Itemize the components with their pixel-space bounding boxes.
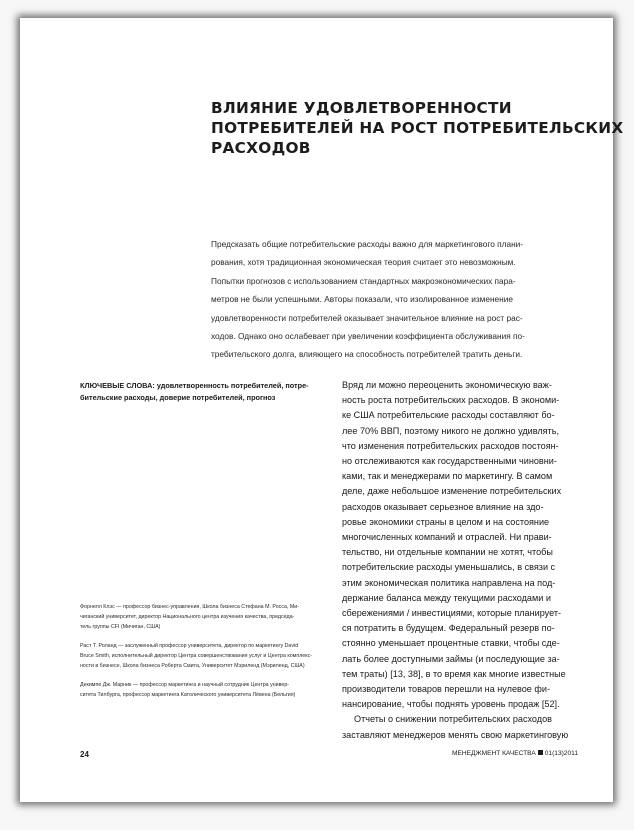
- abstract-line: метров не были успешными. Авторы показали, что изолированное изменение: [211, 294, 513, 305]
- abstract-line: удовлетворенности потребителей оказывает значительное влияние на рост рас-: [211, 312, 523, 323]
- author-bio-line: ситета Тилбурга, профессор маркетинга Католического университета Лёвена (Бельгия): [80, 692, 296, 698]
- author-bios: [80, 602, 330, 709]
- journal-footer: [452, 750, 578, 757]
- title-line: РАСХОДОВ: [211, 139, 311, 157]
- body-line: нансирование, чтобы поднять уровень продаж [52].: [342, 699, 560, 710]
- title-line: ПОТРЕБИТЕЛЕЙ НА РОСТ ПОТРЕБИТЕЛЬСКИХ: [211, 119, 624, 137]
- body-line: лее 70% ВВП, поэтому никого не должно удивлять,: [342, 425, 559, 436]
- abstract-line: рования, хотя традиционная экономическая теория считает это невозможным.: [211, 257, 516, 268]
- author-bio: [80, 602, 330, 632]
- body-line: лать более доступными займы (и последующие за-: [342, 653, 560, 664]
- body-line: что изменения потребительских расходов постоян-: [342, 440, 559, 451]
- author-bio-line: ности в бизнесе, Школа бизнеса Роберта Смита, Университет Мэриленд (Мэриленд, США): [80, 663, 305, 669]
- author-bio: [80, 641, 330, 671]
- body-line: ками, так и менеджерами по маркетингу. В самом: [342, 471, 553, 482]
- abstract-line: Попытки прогнозов с использованием стандартных макроэкономических пара-: [211, 275, 516, 286]
- journal-name: МЕНЕДЖМЕНТ КАЧЕСТВА: [451, 750, 536, 757]
- body-line: заставляют менеджеров менять свою маркетинговую: [342, 729, 569, 740]
- body-line: расходов оказывает серьезное влияние на здо-: [342, 501, 544, 512]
- body-line: потребительские расходы уменьшались, в связи с: [342, 562, 556, 573]
- body-line: ке США потребительские расходы составляют бо-: [342, 410, 555, 421]
- article-title: [211, 98, 624, 158]
- body-line: деле, даже небольшое изменение потребительских: [342, 486, 562, 497]
- page-number: 24: [80, 750, 89, 759]
- journal-page: [20, 18, 624, 802]
- author-bio-line: Декимпе Дж. Марник — профессор маркетинга и научный сотрудник Центра универ-: [80, 682, 290, 688]
- article-body: [342, 378, 602, 743]
- body-line: этим экономическая политика направлена на под-: [342, 577, 556, 588]
- body-line: ровье экономики страны в целом и на состояние: [342, 516, 550, 527]
- author-bio-line: тель группы CFI (Мичиган, США): [80, 624, 161, 630]
- abstract-line: ходов. Однако оно ослабевает при увеличении коэффициента обслуживания по-: [211, 331, 525, 342]
- body-line: стоянно уменьшает процентные ставки, чтобы сде-: [342, 638, 560, 649]
- body-line: многочисленных компаний и отраслей. Ни прави-: [342, 532, 552, 543]
- abstract-line: Предсказать общие потребительские расходы важно для маркетингового плани-: [211, 239, 524, 249]
- author-bio-line: Раст Т. Роланд — заслуженный профессор университета, директор по маркетингу David: [80, 643, 299, 649]
- body-line: тем траты) [13, 38], в то время как многие известные: [342, 668, 566, 679]
- author-bio-line: Форнелл Клэс — профессор бизнес-управления, Школа бизнеса Стефана М. Росса, Ми-: [80, 604, 299, 610]
- body-line: ность роста потребительских расходов. В экономи-: [342, 395, 560, 406]
- square-bullet-icon: [538, 750, 543, 755]
- body-line: держание баланса между текущими расходами и: [342, 592, 551, 603]
- abstract-line: требительского долга, влияющего на способность потребителей тратить деньги.: [211, 349, 523, 360]
- author-bio-line: Bruce Smith, исполнительный директор Центра совершенствования услуг и Центра комплекс-: [80, 653, 313, 659]
- journal-issue: 01(13)2011: [544, 750, 578, 757]
- body-line: Отчеты о снижении потребительских расходов: [354, 714, 552, 725]
- body-line: сбережениями / инвестициями, которые планирует-: [342, 608, 562, 619]
- body-line: тельство, ни отдельные компании не хотят, чтобы: [342, 547, 553, 558]
- body-line: ся потратить в будущем. Федеральный резерв по-: [342, 623, 555, 634]
- author-bio-line: чиганский университет, директор Национального центра изучения качества, председа-: [80, 614, 295, 620]
- keywords-block: [80, 380, 325, 404]
- author-bio: [80, 680, 330, 700]
- body-line: производители товаров перешли на нулевое фи-: [342, 684, 550, 695]
- article-abstract: [211, 235, 583, 364]
- body-line: Вряд ли можно переоценить экономическую важ-: [342, 380, 552, 390]
- title-line: ВЛИЯНИЕ УДОВЛЕТВОРЕННОСТИ: [211, 99, 512, 117]
- body-line: но отслеживаются как государственными чиновни-: [342, 456, 557, 467]
- keywords-line: КЛЮЧЕВЫЕ СЛОВА: удовлетворенность потребителей, потре-: [80, 381, 309, 390]
- keywords-line: бительские расходы, доверие потребителей, прогноз: [80, 393, 276, 402]
